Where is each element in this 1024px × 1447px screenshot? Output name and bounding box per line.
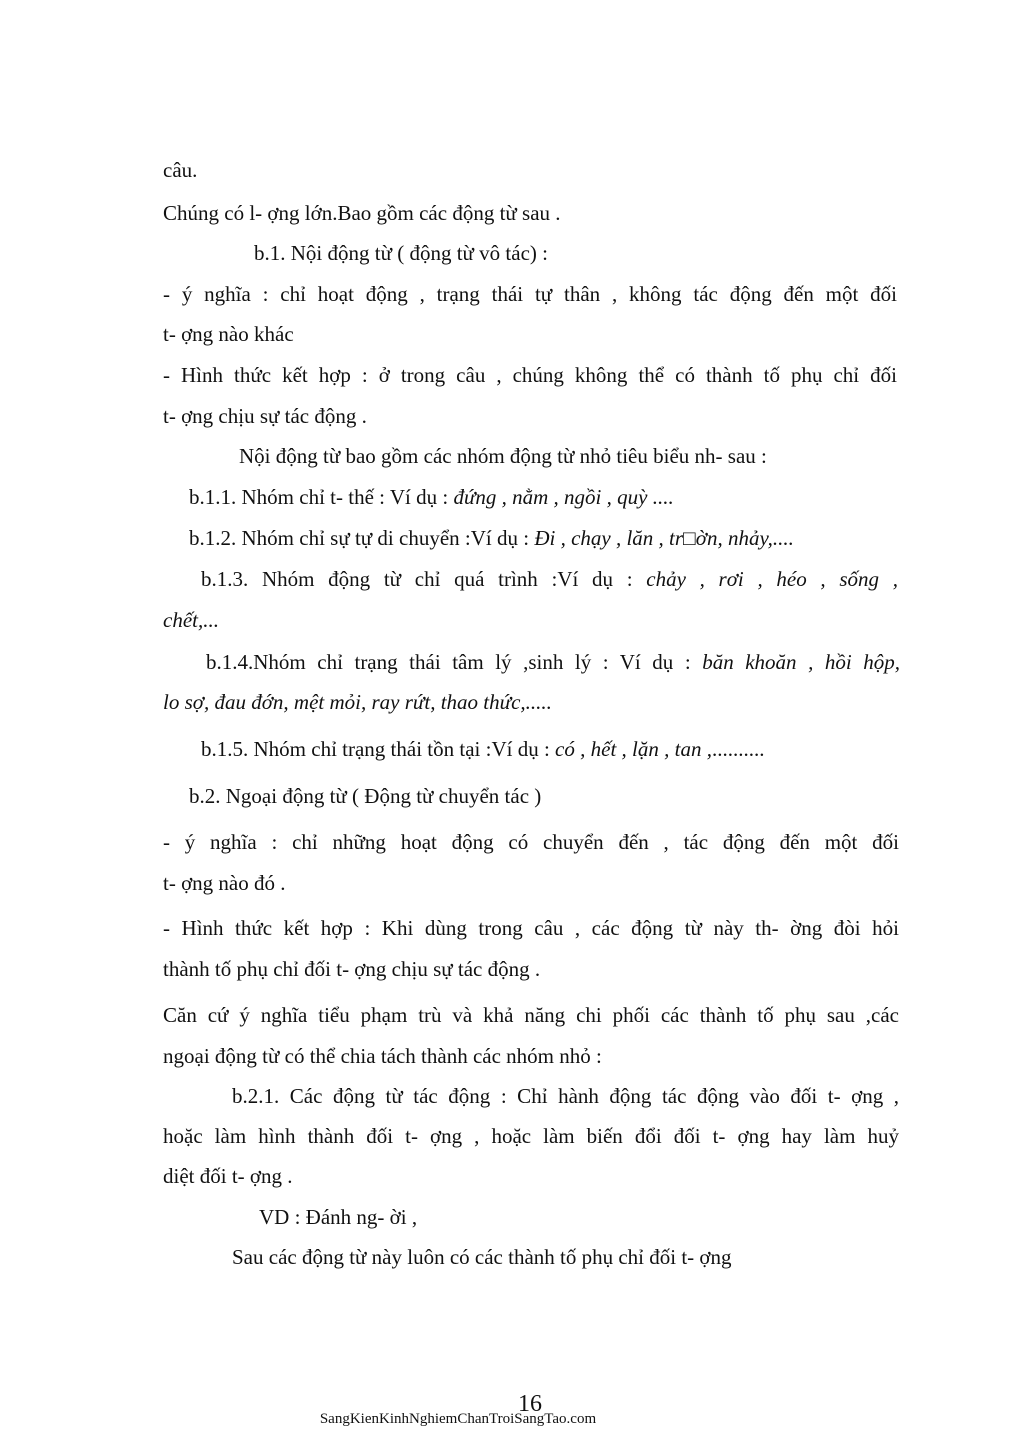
paragraph-line: t- ợng nào đó .	[163, 871, 286, 895]
paragraph-line: - ý nghĩa : chỉ những hoạt động có chuyển đến , tác động đến một đối	[163, 830, 899, 854]
example-line	[189, 528, 794, 549]
paragraph-line: Sau các động từ này luôn có các thành tố phụ chỉ đối t- ợng	[232, 1245, 732, 1269]
ellipsis: ..........	[711, 737, 765, 761]
paragraph-line: - Hình thức kết hợp : ở trong câu , chúng không thể có thành tố phụ chỉ đối	[163, 363, 897, 387]
paragraph-line: - Hình thức kết hợp : Khi dùng trong câu , các động từ này th- ờng đòi hỏi	[163, 916, 899, 940]
example-words: lo sợ, đau đớn, mệt mỏi, ray rứt, thao thức,.....	[163, 690, 552, 714]
group-label: b.1.2. Nhóm chỉ sự tự di chuyển :Ví dụ :	[189, 526, 535, 550]
example-words: chết,...	[163, 608, 219, 632]
paragraph-line: Nội động từ bao gồm các nhóm động từ nhỏ tiêu biểu nh- sau :	[239, 444, 767, 468]
group-label: b.1.1. Nhóm chỉ t- thế : Ví dụ :	[189, 485, 454, 509]
example-words: đứng , nằm , ngồi , quỳ ....	[453, 485, 674, 509]
group-label: b.1.5. Nhóm chỉ trạng thái tồn tại :Ví dụ :	[201, 737, 556, 761]
example-line	[201, 739, 764, 760]
section-heading: b.2. Ngoại động từ ( Động từ chuyển tác )	[189, 784, 542, 808]
group-label: b.1.3. Nhóm động từ chỉ quá trình :Ví dụ :	[201, 567, 647, 591]
paragraph-line: t- ợng chịu sự tác động .	[163, 404, 367, 428]
page-number: 16	[518, 1391, 542, 1417]
paragraph-line: Căn cứ ý nghĩa tiểu phạm trù và khả năng chi phối các thành tố phụ sau ,các	[163, 1003, 899, 1027]
paragraph-line: câu.	[163, 158, 198, 182]
example-words: băn khoăn , hồi hộp,	[702, 650, 901, 674]
section-heading: b.2.1. Các động từ tác động : Chỉ hành động tác động vào đối t- ợng ,	[232, 1084, 899, 1108]
paragraph-line: Chúng có l- ợng lớn.Bao gồm các động từ sau .	[163, 201, 561, 225]
example-words: có , hết , lặn , tan ,	[555, 737, 712, 761]
example-line: VD : Đánh ng- ời ,	[259, 1205, 418, 1229]
example-line	[206, 652, 900, 673]
paragraph-line: t- ợng nào khác	[163, 322, 294, 346]
paragraph-line: thành tố phụ chỉ đối t- ợng chịu sự tác động .	[163, 957, 541, 981]
paragraph-line: - ý nghĩa : chỉ hoạt động , trạng thái tự thân , không tác động đến một đối	[163, 282, 897, 306]
footer-url: SangKienKinhNghiemChanTroiSangTao.com	[319, 1411, 597, 1427]
example-words: chảy , rơi , héo , sống ,	[646, 567, 898, 591]
example-line	[201, 569, 898, 590]
paragraph-line: ngoại động từ có thể chia tách thành các nhóm nhỏ :	[163, 1044, 602, 1068]
paragraph-line: diệt đối t- ợng .	[163, 1164, 293, 1188]
section-heading: b.1. Nội động từ ( động từ vô tác) :	[254, 241, 548, 265]
group-label: b.1.4.Nhóm chỉ trạng thái tâm lý ,sinh lý : Ví dụ :	[206, 650, 703, 674]
example-words: Đi , chạy , lăn , tr□ờn, nhảy,....	[534, 526, 794, 550]
example-line	[189, 487, 674, 508]
paragraph-line: hoặc làm hình thành đối t- ợng , hoặc làm biến đổi đối t- ợng hay làm huỷ	[163, 1124, 899, 1148]
